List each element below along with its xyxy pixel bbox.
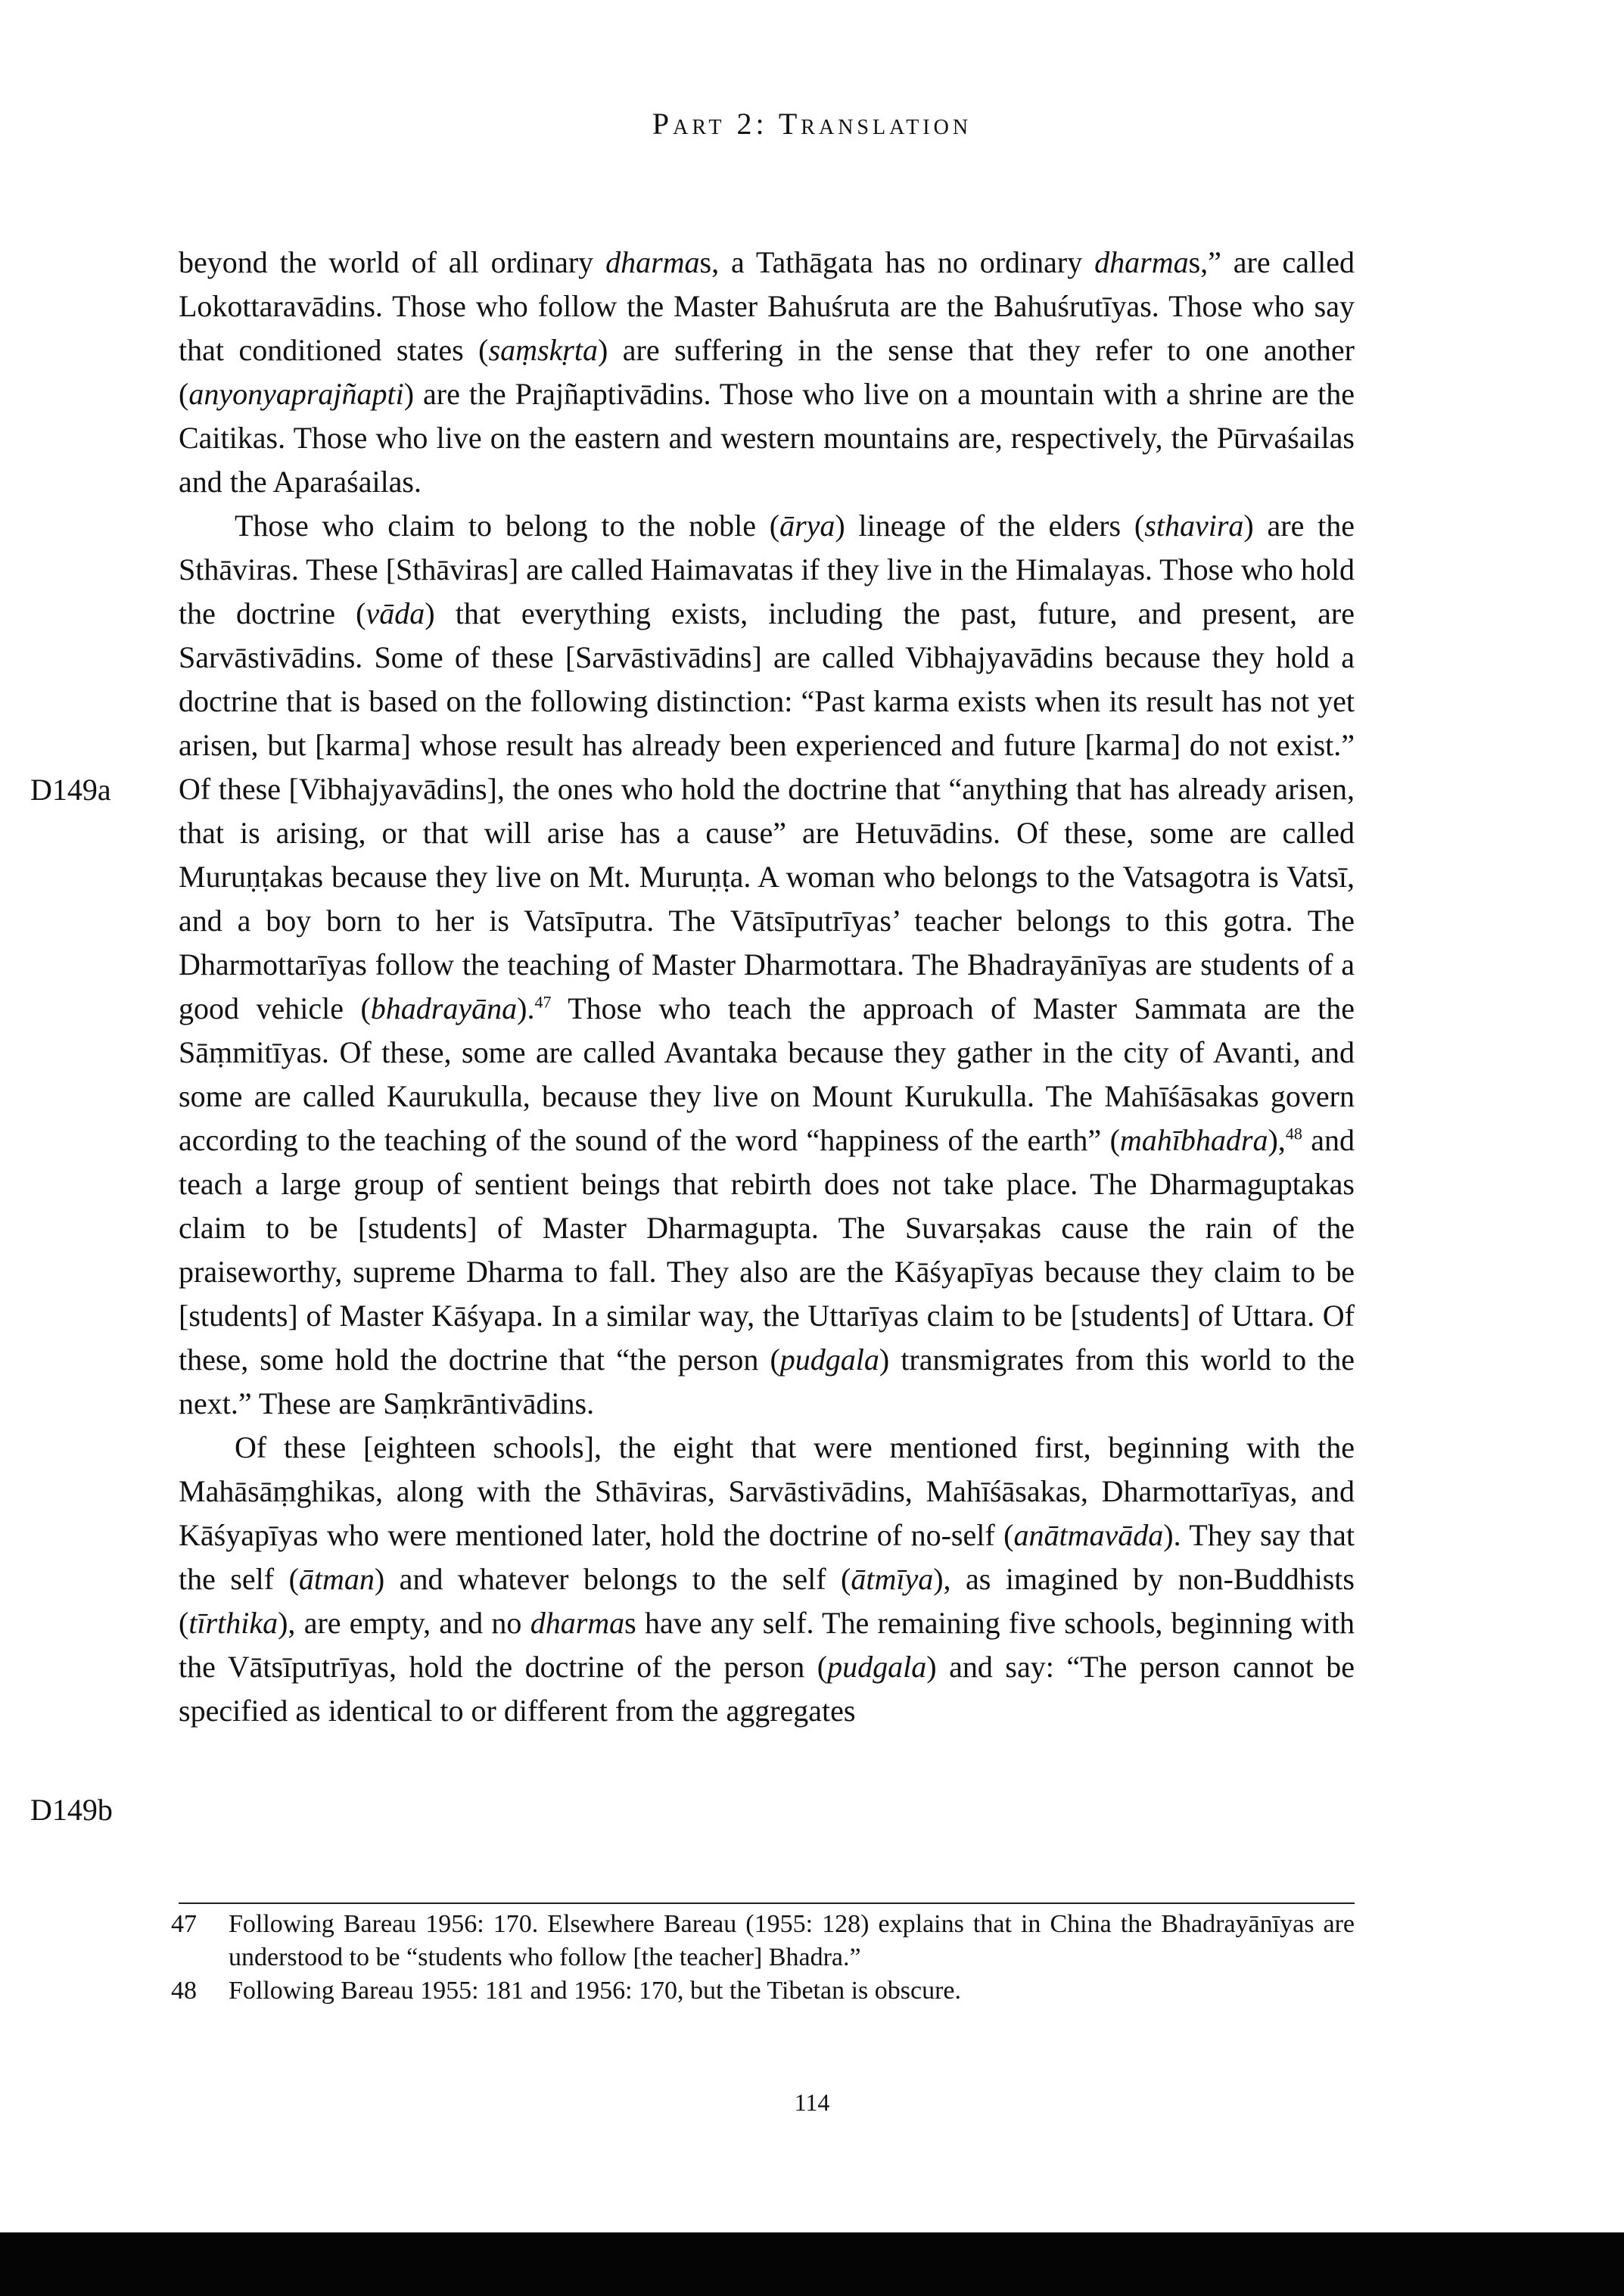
footnotes <box>171 1908 1355 2008</box>
paragraph-1: beyond the world of all ordinary dharmas, a Tathāgata has no ordinary dharmas,” are called Lokottaravādins. Those who follow the Master Bahuśruta are the Bahuśrutīyas. Those who say that conditioned states (saṃskṛta) are suffering in the sense that they refer to one another (anyonyaprajñapti) are the Prajñaptivādins. Those who live on a mountain with a shrine are the Caitikas. Those who live on the eastern and western mountains are, respectively, the Pūrvaśailas and the Aparaśailas. <box>179 245 1355 499</box>
footnote-rule <box>179 1902 1355 1904</box>
paragraph-2: Those who claim to belong to the noble (ārya) lineage of the elders (sthavira) are the Sthāviras. These [Sthāviras] are called Haimavatas if they live in the Himalayas. Those who hold the doctrine (vāda) that everything exists, including the past, future, and present, are Sarvāstivādins. Some of these [Sarvāstivādins] are called Vibhajyavādins because they hold a doctrine that is based on the following distinction: “Past karma exists when its result has not yet arisen, but [karma] whose result has already been experienced and future [karma] do not exist.” Of these [Vibhajyavādins], the ones who hold the doctrine that “anything that has already arisen, that is arising, or that will arise has a cause” are Hetuvādins. Of these, some are called Muruṇṭakas because they live on Mt. Muruṇṭa. A woman who belongs to the Vatsagotra is Vatsī, and a boy born to her is Vatsīputra. The Vātsīputrīyas’ teacher belongs to this gotra. The Dharmottarīyas follow the teaching of Master Dharmottara. The Bhadrayānīyas are students of a good vehicle (bhadrayāna).$^{47}$ Those who teach the approach of Master Sammata are the Sāṃmitīyas. Of these, some are called Avantaka because they gather in the city of Avanti, and some are called Kaurukulla, because they live on Mount Kurukulla. The Mahīśāsakas govern according to the teaching of the sound of the word “happiness of the earth” (mahībhadra),$^{48}$ and teach a large group of sentient beings that rebirth does not take place. The Dharmaguptakas claim to be [students] of Master Dharmagupta. The Suvarṣakas cause the rain of the praiseworthy, supreme Dharma to fall. They also are the Kāśyapīyas because they claim to be [students] of Master Kāśyapa. In a similar way, the Uttarīyas claim to be [students] of Uttara. Of these, some hold the doctrine that “the person (pudgala) transmigrates from this world to the next.” These are Saṃkrāntivādins. <box>179 509 1355 1420</box>
margin-ref-d149a: D149a <box>30 773 111 807</box>
footnote <box>171 1974 1355 2008</box>
footnote-number: 48 <box>171 1977 197 2005</box>
footnote-number: 47 <box>171 1910 197 1938</box>
footnote-text: Following Bareau 1956: 170. Elsewhere Bareau (1955: 128) explains that in China the Bhadrayānīyas are understood to be “students who follow [the teacher] Bhadra.” <box>229 1910 1355 1971</box>
footnote-text: Following Bareau 1955: 181 and 1956: 170, but the Tibetan is obscure. <box>229 1977 961 2005</box>
page-number: 114 <box>794 2089 830 2116</box>
scan-edge <box>0 2232 1624 2296</box>
body-text <box>179 241 1355 1733</box>
running-header: Part 2: Translation <box>652 107 972 141</box>
margin-ref-d149b: D149b <box>30 1793 113 1827</box>
paragraph-3: Of these [eighteen schools], the eight that were mentioned first, beginning with the Mahāsāṃghikas, along with the Sthāviras, Sarvāstivādins, Mahīśāsakas, Dharmottarīyas, and Kāśyapīyas who were mentioned later, hold the doctrine of no-self (anātmavāda). They say that the self (ātman) and whatever belongs to the self (ātmīya), as imagined by non-Buddhists (tīrthika), are empty, and no dharmas have any self. The remaining five schools, beginning with the Vātsīputrīyas, hold the doctrine of the person (pudgala) and say: “The person cannot be specified as identical to or different from the aggregates <box>179 1430 1355 1728</box>
footnote <box>171 1908 1355 1974</box>
